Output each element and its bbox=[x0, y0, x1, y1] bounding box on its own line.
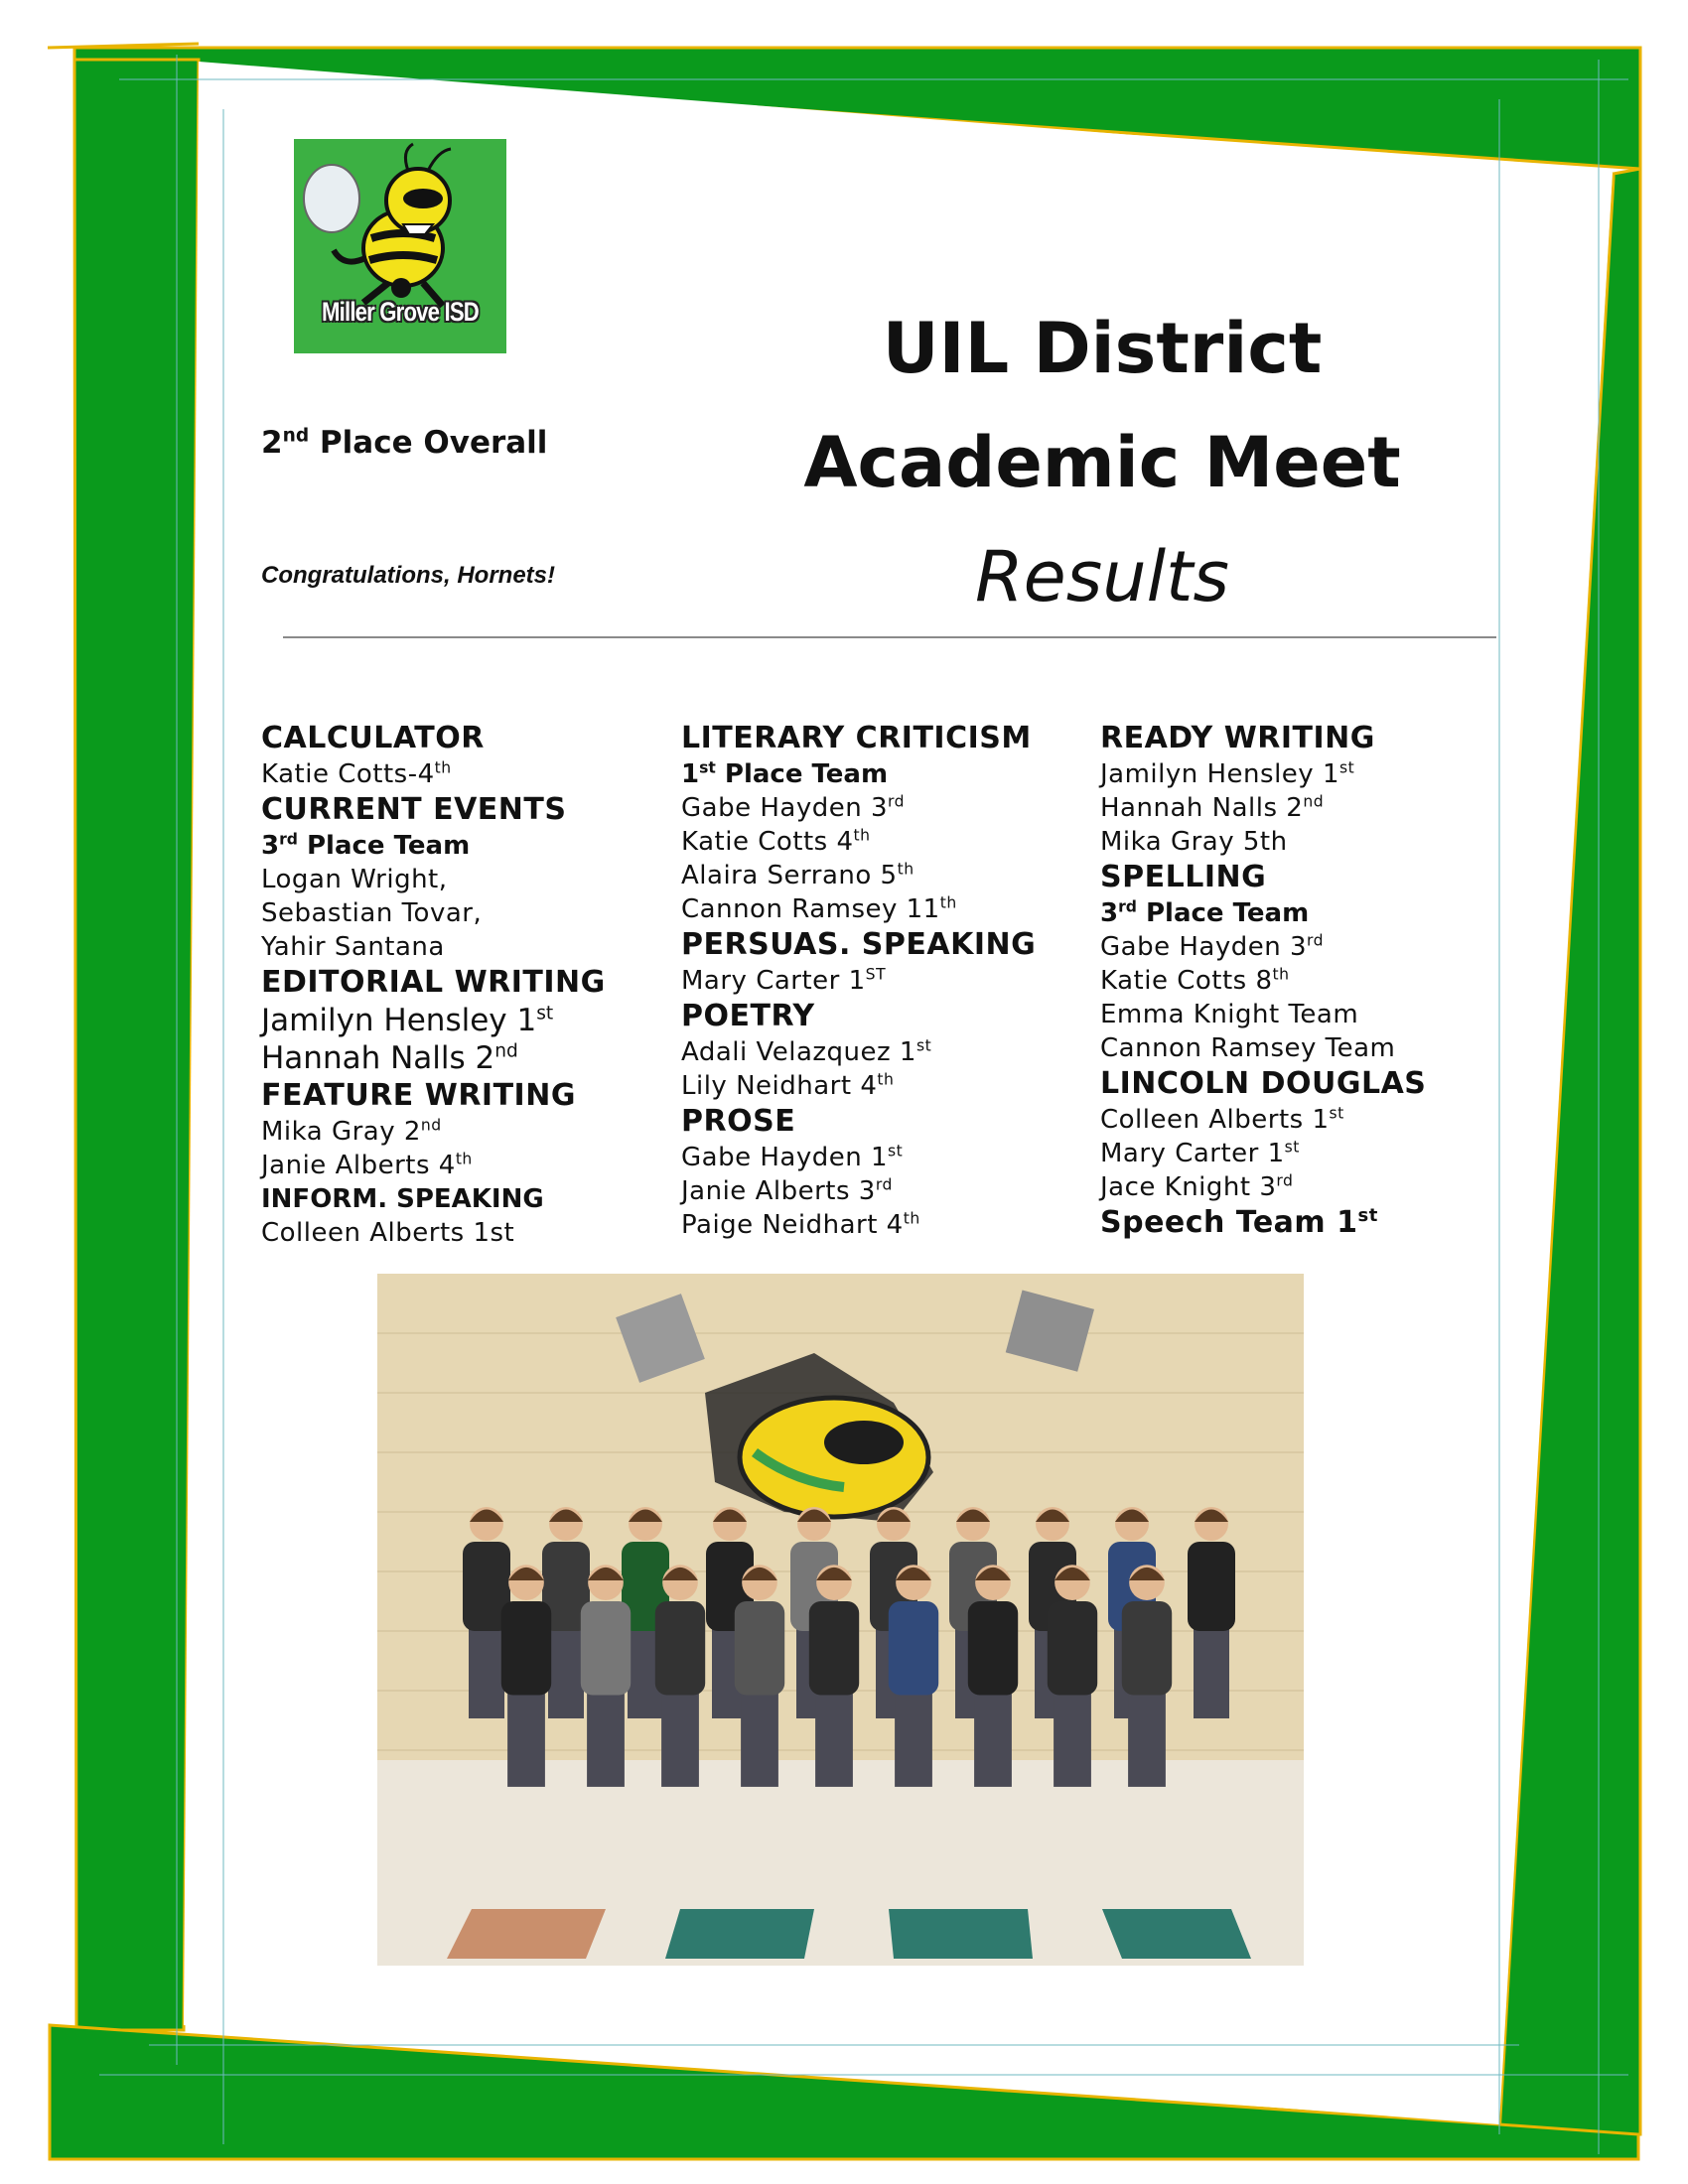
result-entry: Mary Carter 1ST bbox=[681, 965, 887, 996]
event-heading: READY WRITING bbox=[1100, 721, 1375, 755]
result-entry: Paige Neidhart 4th bbox=[681, 1209, 920, 1240]
result-entry: Hannah Nalls 2nd bbox=[261, 1040, 518, 1076]
result-entry: Logan Wright, bbox=[261, 865, 448, 894]
result-entry: Janie Alberts 3rd bbox=[681, 1175, 893, 1206]
event-heading: FEATURE WRITING bbox=[261, 1078, 576, 1113]
result-entry: Lily Neidhart 4th bbox=[681, 1070, 895, 1101]
title-line-2: Academic Meet bbox=[803, 422, 1401, 503]
result-entry: Hannah Nalls 2nd bbox=[1100, 792, 1325, 823]
results-column-1 bbox=[261, 720, 658, 1250]
result-entry: Gabe Hayden 1st bbox=[681, 1142, 904, 1172]
result-entry: Yahir Santana bbox=[261, 932, 445, 962]
congratulations-text: Congratulations, Hornets! bbox=[261, 562, 556, 589]
result-entry: Colleen Alberts 1st bbox=[261, 1218, 515, 1248]
event-heading: Speech Team 1st bbox=[1100, 1205, 1378, 1240]
result-entry: 1st Place Team bbox=[681, 758, 889, 789]
event-heading: LINCOLN DOUGLAS bbox=[1100, 1066, 1427, 1101]
event-heading: LITERARY CRITICISM bbox=[681, 721, 1032, 755]
student-figure-f7 bbox=[1048, 1601, 1097, 1696]
result-entry: INFORM. SPEAKING bbox=[261, 1184, 544, 1214]
results-column-3 bbox=[1100, 720, 1497, 1242]
result-entry: Gabe Hayden 3rd bbox=[1100, 931, 1325, 962]
student-figure-f5 bbox=[889, 1601, 938, 1696]
event-heading: POETRY bbox=[681, 999, 815, 1033]
border-left-band bbox=[74, 60, 199, 2030]
student-figure-f8 bbox=[1122, 1601, 1172, 1696]
student-figure-f3 bbox=[735, 1601, 784, 1696]
event-heading: PERSUAS. SPEAKING bbox=[681, 927, 1037, 962]
student-figure-f2 bbox=[655, 1601, 705, 1696]
result-entry: Jamilyn Hensley 1st bbox=[261, 1003, 554, 1038]
title-line-3: Results bbox=[975, 536, 1229, 617]
result-entry: Mika Gray 5th bbox=[1100, 827, 1288, 857]
result-entry: 3rd Place Team bbox=[261, 830, 471, 861]
results-column-2 bbox=[681, 720, 1078, 1242]
place-overall-text: 2nd Place Overall bbox=[261, 425, 548, 461]
result-entry: Jamilyn Hensley 1st bbox=[1100, 758, 1355, 789]
result-entry: Katie Cotts-4th bbox=[261, 758, 452, 789]
result-entry: Katie Cotts 8th bbox=[1100, 965, 1290, 996]
logo-text: Miller Grove ISD bbox=[322, 297, 479, 327]
result-entry: 3rd Place Team bbox=[1100, 897, 1310, 928]
result-entry: Colleen Alberts 1st bbox=[1100, 1104, 1344, 1135]
result-entry: Emma Knight Team bbox=[1100, 1000, 1359, 1029]
student-figure-f0 bbox=[501, 1601, 551, 1696]
event-heading: PROSE bbox=[681, 1104, 796, 1139]
result-entry: Sebastian Tovar, bbox=[261, 898, 483, 928]
student-figure-f1 bbox=[581, 1601, 631, 1696]
student-figure-f4 bbox=[809, 1601, 859, 1696]
event-heading: EDITORIAL WRITING bbox=[261, 965, 606, 1000]
result-entry: Alaira Serrano 5th bbox=[681, 860, 914, 890]
student-figure-b9 bbox=[1188, 1542, 1235, 1631]
result-entry: Janie Alberts 4th bbox=[261, 1150, 473, 1180]
result-entry: Mika Gray 2nd bbox=[261, 1116, 442, 1147]
result-entry: Mary Carter 1st bbox=[1100, 1138, 1300, 1168]
result-entry: Cannon Ramsey Team bbox=[1100, 1033, 1396, 1063]
title-line-1: UIL District bbox=[882, 308, 1323, 389]
result-entry: Jace Knight 3rd bbox=[1100, 1171, 1294, 1202]
student-figure-f6 bbox=[968, 1601, 1018, 1696]
result-entry: Katie Cotts 4th bbox=[681, 826, 871, 857]
miller-grove-logo bbox=[294, 139, 506, 353]
header-divider bbox=[283, 636, 1496, 638]
event-heading: SPELLING bbox=[1100, 860, 1267, 894]
event-heading: CALCULATOR bbox=[261, 721, 485, 755]
event-heading: CURRENT EVENTS bbox=[261, 792, 567, 827]
result-entry: Cannon Ramsey 11th bbox=[681, 893, 957, 924]
result-entry: Gabe Hayden 3rd bbox=[681, 792, 906, 823]
team-group-photo bbox=[377, 1274, 1304, 1966]
result-entry: Adali Velazquez 1st bbox=[681, 1036, 932, 1067]
